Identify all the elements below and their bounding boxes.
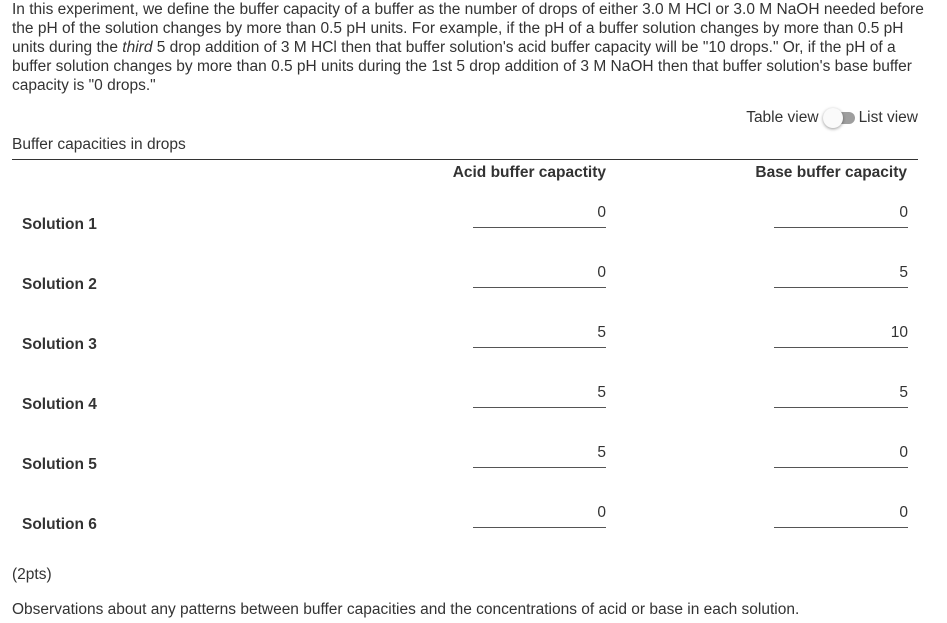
acid-capacity-input[interactable]: 0 — [473, 264, 606, 288]
view-toggle — [746, 108, 918, 128]
base-capacity-input[interactable]: 0 — [774, 204, 908, 228]
solution-row-label: Solution 2 — [22, 276, 97, 293]
points-label: (2pts) — [12, 566, 52, 583]
base-capacity-input[interactable]: 0 — [774, 444, 908, 468]
observations-prompt: Observations about any patterns between buffer capacities and the concentrations of acid or base in each solution. — [12, 601, 800, 618]
base-capacity-input[interactable]: 10 — [774, 324, 908, 348]
instructions-emphasis: third — [122, 39, 153, 56]
acid-capacity-header: Acid buffer capactity — [452, 164, 606, 181]
solution-row-label: Solution 3 — [22, 336, 97, 353]
toggle-knob[interactable] — [823, 108, 843, 128]
solution-row-label: Solution 4 — [22, 396, 97, 413]
acid-capacity-input[interactable]: 5 — [473, 324, 606, 348]
solution-row-label: Solution 5 — [22, 456, 97, 473]
table-caption: Buffer capacities in drops — [12, 136, 186, 153]
base-capacity-header: Base buffer capacity — [755, 164, 907, 181]
base-capacity-input[interactable]: 5 — [774, 264, 908, 288]
solution-row-label: Solution 1 — [22, 216, 97, 233]
list-view-label[interactable]: List view — [858, 109, 918, 126]
acid-capacity-input[interactable]: 5 — [473, 444, 606, 468]
acid-capacity-input[interactable]: 5 — [473, 384, 606, 408]
instructions-text-part2: 5 drop addition of 3 M HCl then that buffer solution's acid buffer capacity will be "10 drops." Or, if the pH of a buffer solution changes by more than 0.5 pH units during the 1st 5 drop addition of 3 M NaOH then that buffer solution's base buffer capacity is "0 drops." — [12, 39, 912, 94]
table-divider — [12, 159, 918, 160]
table-view-label[interactable]: Table view — [746, 109, 819, 126]
instructions-text-part1: In this experiment, we define the buffer capacity of a buffer as the number of drops of either 3.0 M HCl or 3.0 M NaOH needed before the pH of the solution changes by more than 0.5 pH units. For example, if the pH of a buffer solution changes by more than 0.5 pH units during the — [12, 1, 924, 56]
solution-row-label: Solution 6 — [22, 516, 97, 533]
base-capacity-input[interactable]: 0 — [774, 504, 908, 528]
acid-capacity-input[interactable]: 0 — [473, 504, 606, 528]
base-capacity-input[interactable]: 5 — [774, 384, 908, 408]
view-toggle-switch[interactable] — [823, 108, 857, 128]
acid-capacity-input[interactable]: 0 — [473, 204, 606, 228]
instructions-paragraph — [12, 0, 927, 95]
